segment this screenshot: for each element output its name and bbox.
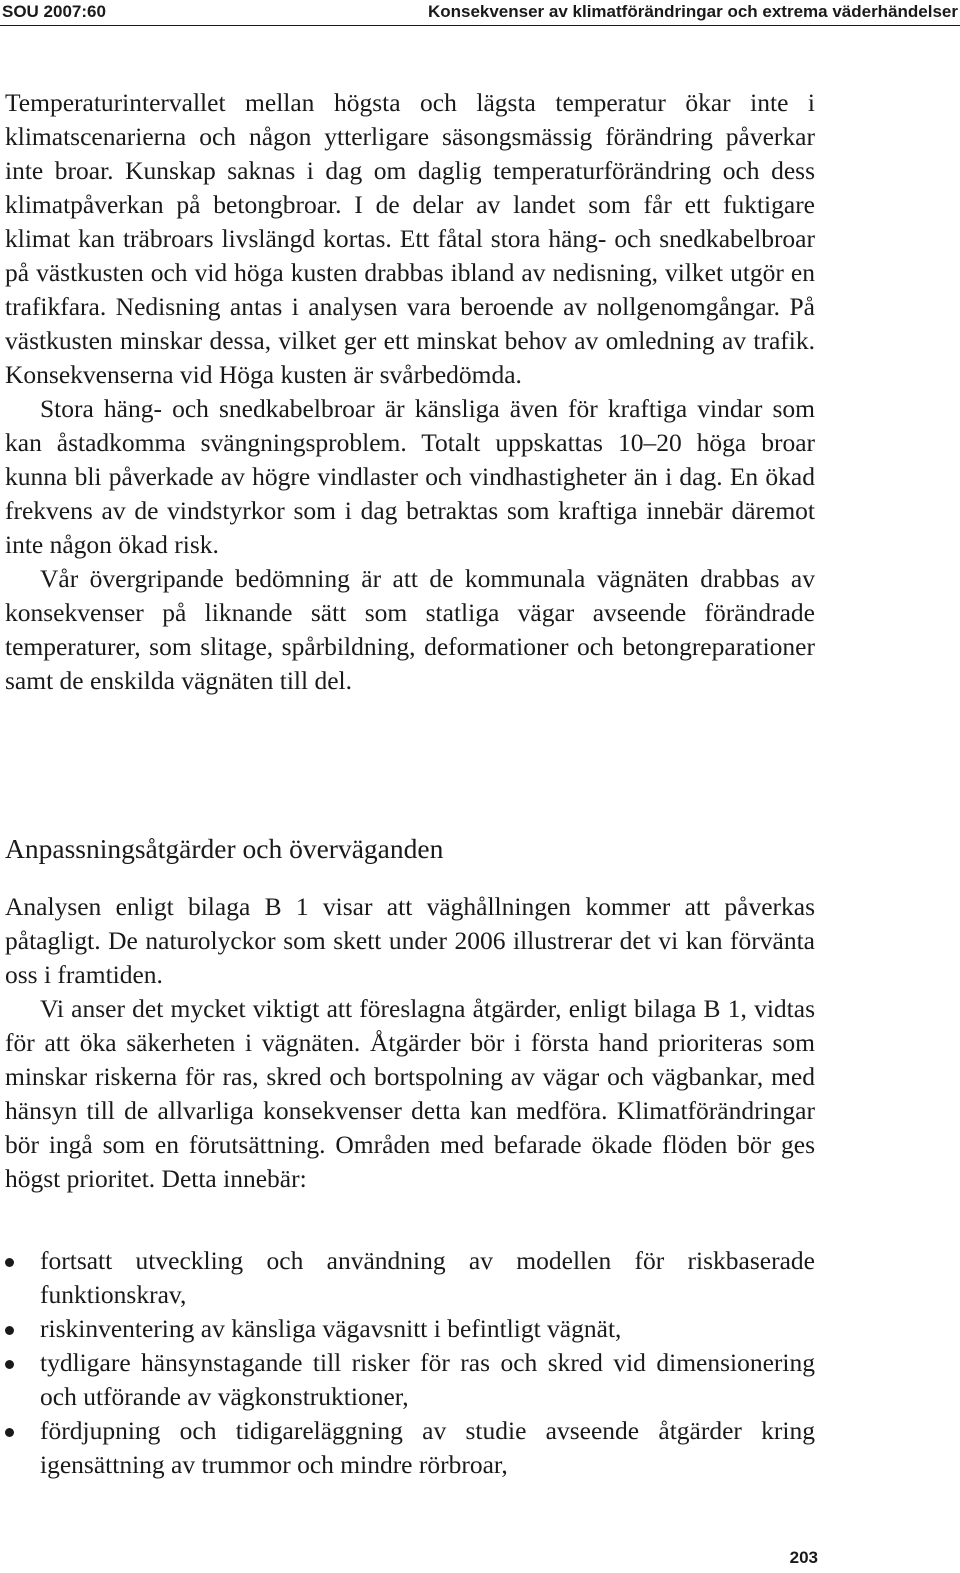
header-divider — [0, 25, 960, 26]
paragraph-municipal-roads: Vår övergripande bedömning är att de kommunala vägnäten drabbas av konsekvenser på liknande sätt som statliga vägar avseende förändrade temperaturer, som slitage, spårbildning, deformationer och betongreparationer samt de enskilda vägnäten till del. — [5, 564, 815, 695]
list-item — [5, 1312, 815, 1346]
section-heading: Anpassningsåtgärder och överväganden — [5, 833, 444, 864]
report-number: SOU 2007:60 — [2, 2, 106, 21]
body-text-section — [5, 890, 815, 1196]
measures-list — [5, 1244, 815, 1482]
list-item-text: fortsatt utveckling och användning av modellen för riskbaserade funktionskrav, — [40, 1246, 815, 1309]
bullet-icon — [5, 1258, 14, 1267]
bullet-icon — [5, 1428, 14, 1437]
paragraph-bridges-temperature: Temperaturintervallet mellan högsta och lägsta temperatur ökar inte i klimatscenarierna och någon ytterligare säsongsmässig förändring påverkar inte broar. Kunskap saknas i dag om daglig temperaturförändring och dess klimatpåverkan på betongbroar. I de delar av landet som får ett fuktigare klimat kan träbroars livslängd kortas. Ett fåtal stora häng- och snedkabelbroar på västkusten och vid höga kusten drabbas ibland av nedisning, vilket utgör en trafikfara. Nedisning antas i analysen vara beroende av nollgenomgångar. På västkusten minskar dessa, vilket ger ett minskat behov av omledning av trafik. Konsekvenserna vid Höga kusten är svårbedömda. — [5, 88, 815, 389]
body-text-top — [5, 86, 815, 698]
page-number: 203 — [789, 1548, 818, 1567]
list-item — [5, 1414, 815, 1482]
list-item-text: tydligare hänsynstagande till risker för ras och skred vid dimensionering och utförande av vägkonstruktioner, — [40, 1348, 815, 1411]
chapter-title: Konsekvenser av klimatförändringar och extrema väderhändelser — [427, 2, 958, 21]
paragraph-recommendations: Vi anser det mycket viktigt att föreslagna åtgärder, enligt bilaga B 1, vidtas för att öka säkerheten i vägnäten. Åtgärder bör i första hand prioriteras som minskar riskerna för ras, skred och bortspolning av vägar och vägbankar, med hänsyn till de allvarliga konsekvenser detta kan medföra. Klimatförändringar bör ingå som en förutsättning. Områden med befarade ökade flöden bör ges högst prioritet. Detta innebär: — [5, 994, 815, 1193]
list-item — [5, 1346, 815, 1414]
paragraph-analysis: Analysen enligt bilaga B 1 visar att väghållningen kommer att påverkas påtagligt. De naturolyckor som skett under 2006 illustrerar det vi kan förvänta oss i framtiden. — [5, 892, 815, 989]
bullet-icon — [5, 1360, 14, 1369]
running-header — [0, 0, 960, 28]
list-item — [5, 1244, 815, 1312]
bullet-icon — [5, 1326, 14, 1335]
paragraph-bridges-wind: Stora häng- och snedkabelbroar är känsliga även för kraftiga vindar som kan åstadkomma svängningsproblem. Totalt uppskattas 10–20 höga broar kunna bli påverkade av högre vindlaster och vindhastigheter än i dag. En ökad frekvens av de vindstyrkor som i dag betraktas som kraftiga innebär däremot inte någon ökad risk. — [5, 394, 815, 559]
list-item-text: riskinventering av känsliga vägavsnitt i befintligt vägnät, — [40, 1314, 622, 1343]
list-item-text: fördjupning och tidigareläggning av studie avseende åtgärder kring igensättning av trummor och mindre rörbroar, — [40, 1416, 815, 1479]
